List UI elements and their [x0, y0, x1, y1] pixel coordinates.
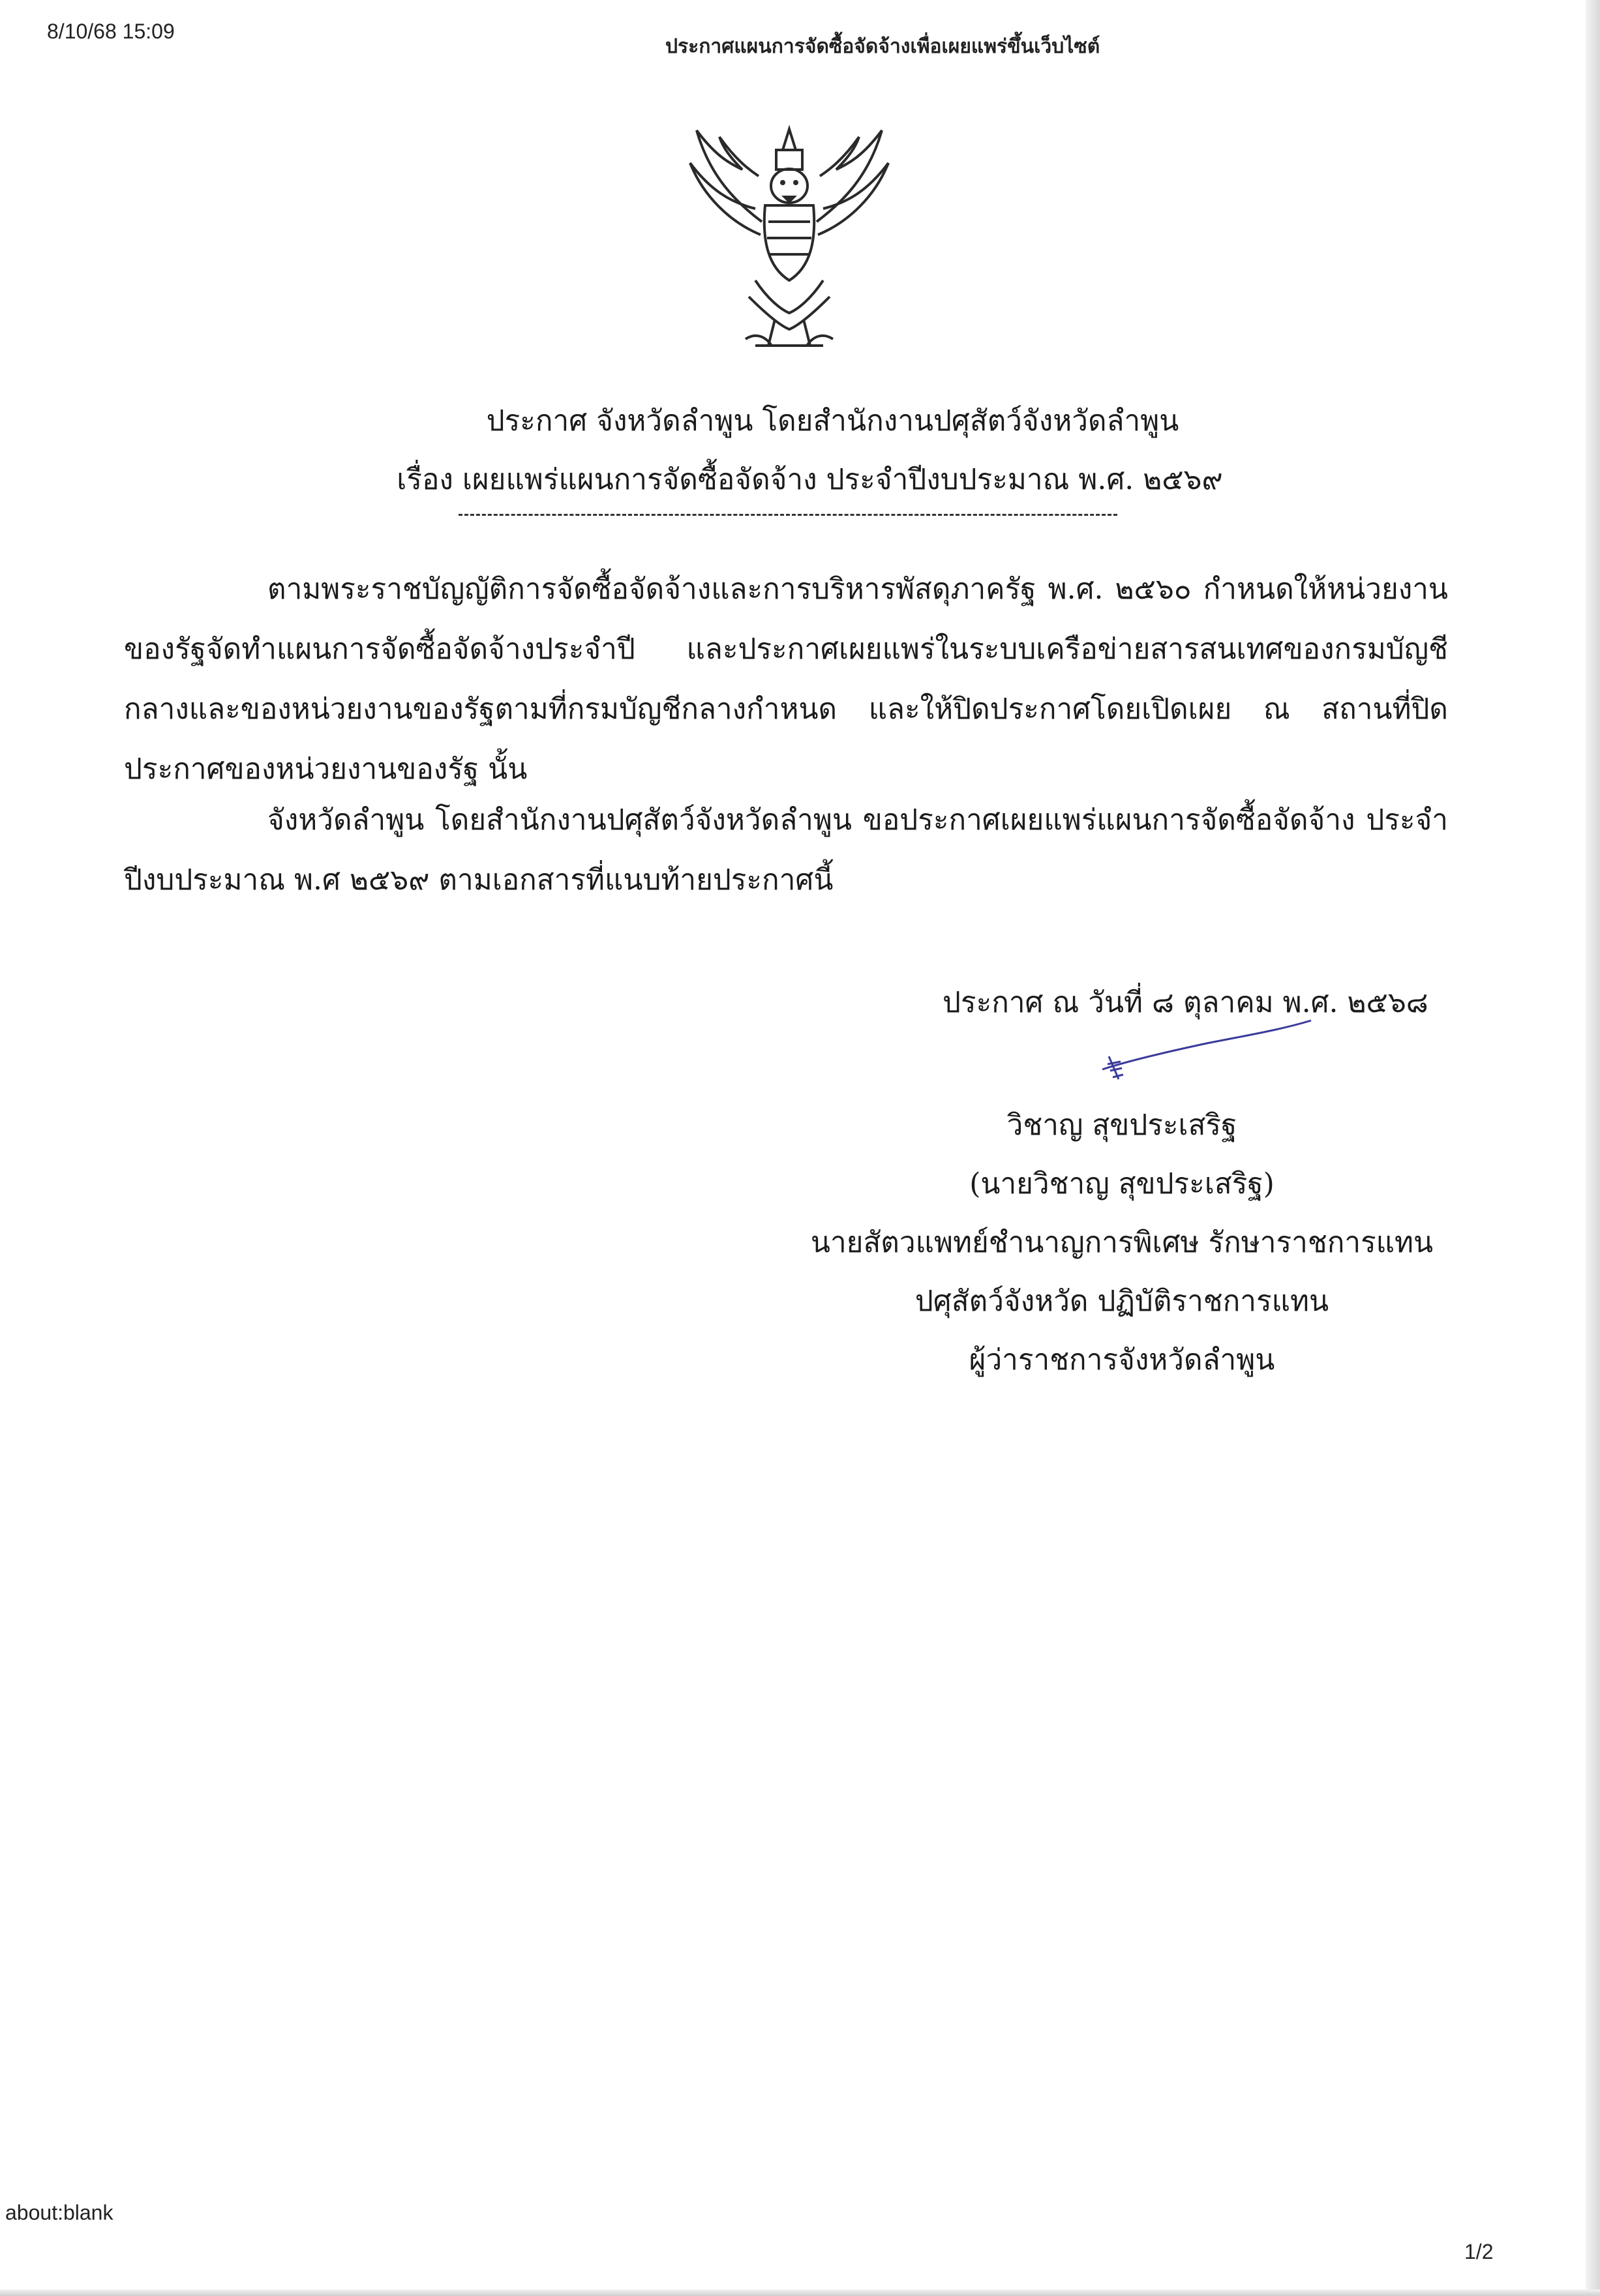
scan-edge-shadow	[1586, 0, 1600, 2296]
announcement-subject: เรื่อง เผยแพร่แผนการจัดซื้อจัดจ้าง ประจำปีงบประมาณ พ.ศ. ๒๕๖๙	[397, 463, 1223, 496]
signatory-position-1: นายสัตวแพทย์ชำนาญการพิเศษ รักษาราชการแทน	[810, 1226, 1434, 1259]
signatory-name: วิชาญ สุขประเสริฐ	[1006, 1109, 1237, 1142]
title-divider	[459, 514, 1117, 516]
garuda-emblem	[684, 124, 895, 353]
body-paragraph-1: ตามพระราชบัญญัติการจัดซื้อจัดจ้างและการบริหารพัสดุภาครัฐ พ.ศ. ๒๕๖๐ กำหนดให้หน่วยงานของรัฐจัดทำแผนการจัดซื้อจัดจ้างประจำปี และประกาศเผยแพร่ในระบบเครือข่ายสารสนเทศของกรมบัญชีกลางและของหน่วยงานของรัฐตามที่กรมบัญชีกลางกำหนด และให้ปิดประกาศโดยเปิดเผย ณ สถานที่ปิดประกาศของหน่วยงานของรัฐ นั้น	[124, 573, 1448, 786]
body-paragraph-2: จังหวัดลำพูน โดยสำนักงานปศุสัตว์จังหวัดลำพูน ขอประกาศเผยแพร่แผนการจัดซื้อจัดจ้าง ประจำปีงบประมาณ พ.ศ ๒๕๖๙ ตามเอกสารที่แนบท้ายประกาศนี้	[124, 803, 1448, 897]
print-page-title: ประกาศแผนการจัดซื้อจัดจ้างเพื่อเผยแพร่ขึ้นเว็บไซต์	[665, 35, 1100, 58]
announcement-title: ประกาศ จังหวัดลำพูน โดยสำนักงานปศุสัตว์จังหวัดลำพูน	[486, 404, 1179, 438]
announcement-date: ประกาศ ณ วันที่ ๘ ตุลาคม พ.ศ. ๒๕๖๘	[943, 986, 1428, 1019]
print-datetime: 8/10/68 15:09	[47, 20, 175, 43]
print-url: about:blank	[5, 2201, 113, 2224]
signatory-name-formal: (นายวิชาญ สุขประเสริฐ)	[969, 1167, 1275, 1200]
signatory-position-2: ปศุสัตว์จังหวัด ปฏิบัติราชการแทน	[914, 1285, 1329, 1318]
signatory-position-3: ผู้ว่าราชการจังหวัดลำพูน	[969, 1343, 1275, 1377]
scan-edge-shadow-bottom	[0, 2289, 1600, 2296]
handwritten-signature	[1083, 1017, 1318, 1096]
print-page-number: 1/2	[1464, 2240, 1494, 2263]
